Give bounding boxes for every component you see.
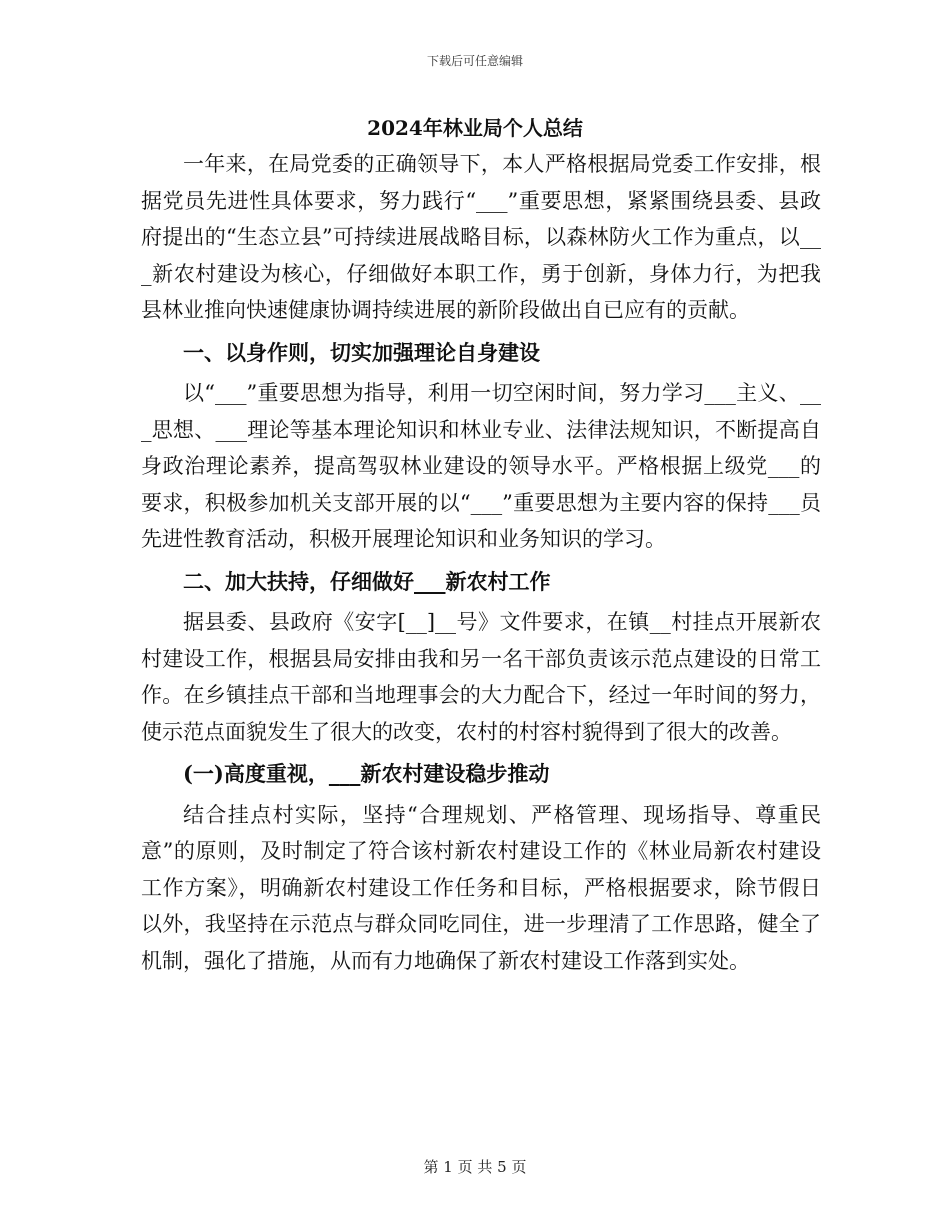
document-body	[141, 146, 821, 979]
subsection-2-1-heading: (一)高度重视，___新农村建设稳步推动	[183, 761, 550, 786]
page-header: 下载后可任意编辑	[426, 54, 523, 68]
page-footer: 第 1 页 共 5 页	[423, 1158, 527, 1176]
subsection-2-1-paragraph: 结合挂点村实际，坚持“合理规划、严格管理、现场指导、尊重民意”的原则，及时制定了符合该村新农村建设工作的《林业局新农村建设工作方案》，明确新农村建设工作任务和目标，严格根据要求，除节假日以外，我坚持在示范点与群众同吃同住，进一步理清了工作思路，健全了机制，强化了措施，从而有力地确保了新农村建设工作落到实处。	[141, 802, 821, 973]
section-2-heading: 二、加大扶持，仔细做好___新农村工作	[183, 568, 551, 594]
section-2-paragraph: 据县委、县政府《安字[__]__号》文件要求，在镇__村挂点开展新农村建设工作，根据县局安排由我和另一名干部负责该示范点建设的日常工作。在乡镇挂点干部和当地理事会的大力配合下，经过一年时间的努力，使示范点面貌发生了很大的改变，农村的村容村貌得到了很大的改善。	[141, 610, 821, 744]
section-1-heading: 一、以身作则，切实加强理论自身建设	[183, 339, 540, 365]
intro-paragraph: 一年来，在局党委的正确领导下，本人严格根据局党委工作安排，根据党员先进性具体要求，努力践行“___”重要思想，紧紧围绕县委、县政府提出的“生态立县”可持续进展战略目标，以森林防火工作为重点，以___新农村建设为核心，仔细做好本职工作，勇于创新，身体力行，为把我县林业推向快速健康协调持续进展的新阶段做出自已应有的贡献。	[141, 152, 821, 322]
section-1-paragraph: 以“___”重要思想为指导，利用一切空闲时间，努力学习___主义、___思想、___理论等基本理论知识和林业专业、法律法规知识，不断提高自身政治理论素养，提高驾驭林业建设的领导水平。严格根据上级党___的要求，积极参加机关支部开展的以“___”重要思想为主要内容的保持___员先进性教育活动，积极开展理论知识和业务知识的学习。	[141, 381, 821, 551]
document-title: 2024年林业局个人总结	[367, 116, 583, 140]
